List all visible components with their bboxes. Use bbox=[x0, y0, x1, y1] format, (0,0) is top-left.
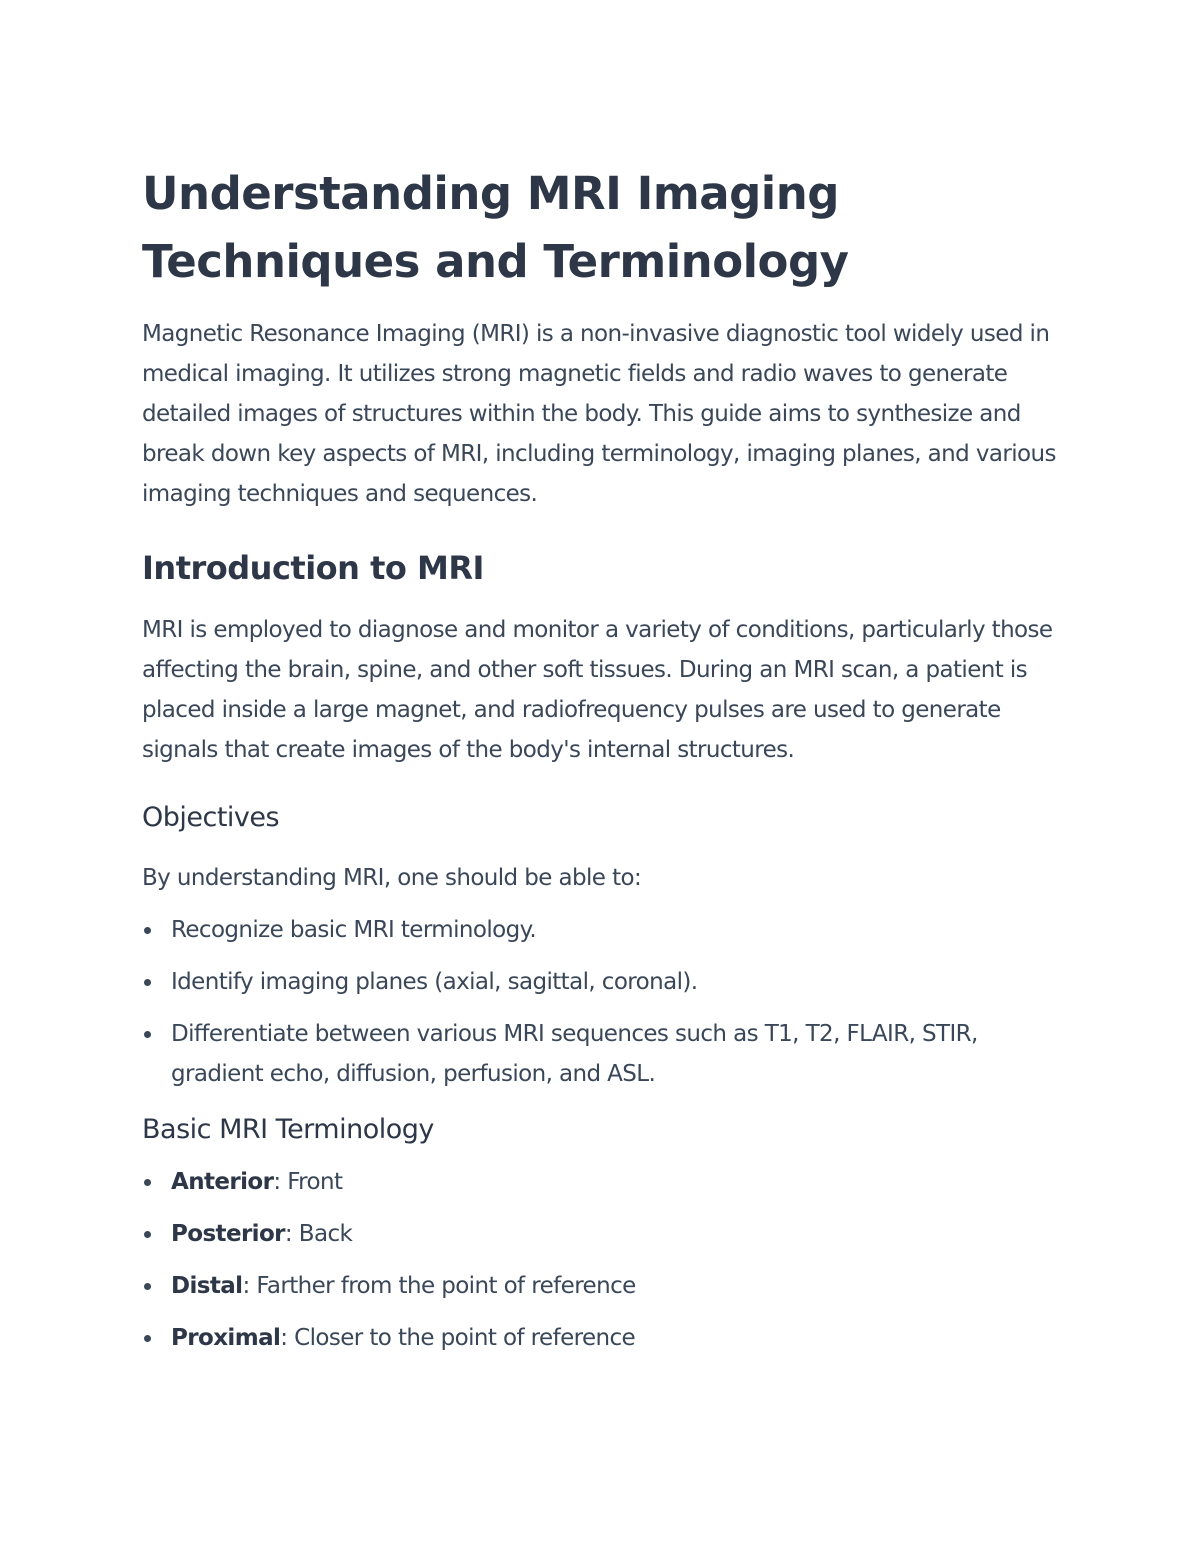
bullet-icon bbox=[144, 979, 151, 986]
objective-text: Identify imaging planes (axial, sagittal, coronal). bbox=[171, 969, 698, 995]
intro-paragraph: Magnetic Resonance Imaging (MRI) is a non-invasive diagnostic tool widely used in medical imaging. It utilizes strong magnetic fields and radio waves to generate detailed images of structures within the body. This guide aims to synthesize and break down key aspects of MRI, including terminology, imaging planes, and various imaging techniques and sequences. bbox=[142, 321, 1056, 507]
objective-text: Recognize basic MRI terminology. bbox=[171, 917, 537, 943]
term-definition: : Front bbox=[273, 1169, 343, 1195]
list-item bbox=[142, 962, 1062, 1002]
term: Proximal bbox=[171, 1325, 281, 1351]
objectives-heading: Objectives bbox=[142, 802, 280, 833]
bullet-icon bbox=[144, 1031, 151, 1038]
term: Distal bbox=[171, 1273, 243, 1299]
term: Posterior bbox=[171, 1221, 285, 1247]
document-page bbox=[142, 160, 1062, 1370]
objectives-list bbox=[142, 910, 1062, 1094]
bullet-icon bbox=[144, 1179, 151, 1186]
term: Anterior bbox=[171, 1169, 274, 1195]
objective-text: Differentiate between various MRI sequences such as T1, T2, FLAIR, STIR, gradient echo, diffusion, perfusion, and ASL. bbox=[171, 1021, 978, 1087]
bullet-icon bbox=[144, 1283, 151, 1290]
list-item bbox=[142, 1318, 1062, 1358]
bullet-icon bbox=[144, 1231, 151, 1238]
bullet-icon bbox=[144, 1335, 151, 1342]
term-definition: : Closer to the point of reference bbox=[280, 1325, 636, 1351]
term-definition: : Back bbox=[284, 1221, 353, 1247]
list-item bbox=[142, 1214, 1062, 1254]
page-title: Understanding MRI Imaging Techniques and Terminology bbox=[142, 167, 849, 288]
list-item bbox=[142, 910, 1062, 950]
list-item bbox=[142, 1014, 1062, 1094]
term-definition: : Farther from the point of reference bbox=[242, 1273, 636, 1299]
bullet-icon bbox=[144, 927, 151, 934]
objectives-lead: By understanding MRI, one should be able to: bbox=[142, 865, 642, 891]
introduction-paragraph: MRI is employed to diagnose and monitor a variety of conditions, particularly those affecting the brain, spine, and other soft tissues. During an MRI scan, a patient is placed inside a large magnet, and radiofrequency pulses are used to generate signals that create images of the body's internal structures. bbox=[142, 617, 1053, 763]
list-item bbox=[142, 1266, 1062, 1306]
terminology-list bbox=[142, 1162, 1062, 1358]
list-item bbox=[142, 1162, 1062, 1202]
terminology-heading: Basic MRI Terminology bbox=[142, 1114, 434, 1145]
introduction-heading: Introduction to MRI bbox=[142, 549, 484, 587]
